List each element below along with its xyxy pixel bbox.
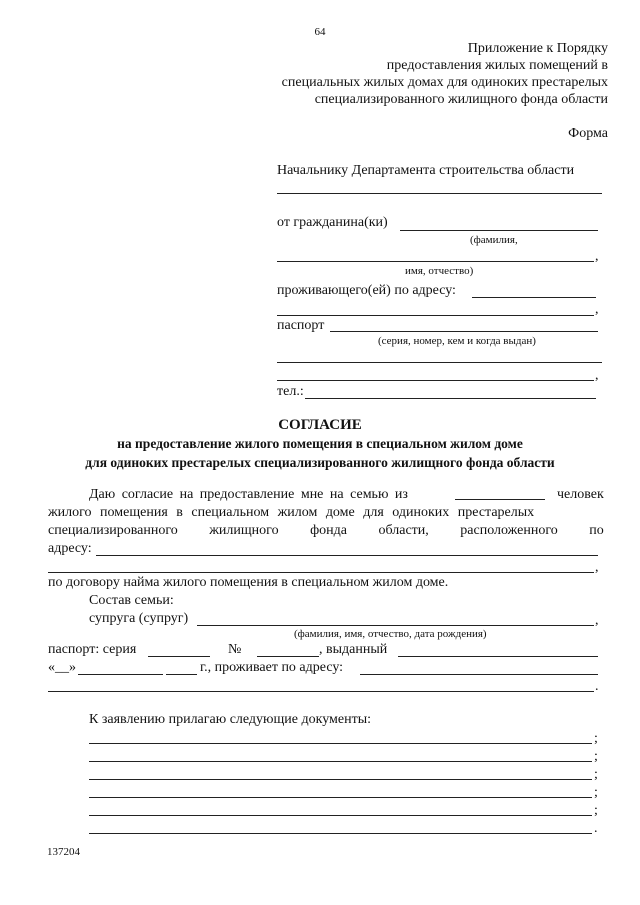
passport-line-2[interactable] [277, 362, 602, 363]
passport-hint: (серия, номер, кем и когда выдан) [378, 335, 536, 347]
address-line-2[interactable] [277, 315, 594, 316]
spouse-passport-number-line[interactable] [257, 656, 319, 657]
fio-hint-1: (фамилия, [470, 234, 518, 246]
p1-line-3: специализированного жилищного фонда области, расположенного по [48, 523, 604, 538]
passport-series-label: паспорт: серия [48, 642, 137, 657]
from-label: от гражданина(ки) [277, 215, 388, 230]
doc-semicolon: ; [594, 767, 598, 782]
applicant-name-line[interactable] [277, 261, 594, 262]
fio-hint-2: имя, отчество) [405, 265, 474, 277]
doc-semicolon: ; [594, 749, 598, 764]
doc-semicolon: ; [594, 803, 598, 818]
p1-start: Даю согласие на предоставление мне на семью из [89, 487, 408, 502]
header-line-2: предоставления жилых помещений в [386, 58, 608, 73]
form-label: Форма [568, 126, 608, 141]
title: СОГЛАСИЕ [278, 417, 362, 433]
spouse-passport-series-line[interactable] [148, 656, 210, 657]
address-label: проживающего(ей) по адресу: [277, 283, 456, 298]
family-count-line[interactable] [455, 499, 545, 500]
page-number: 64 [314, 26, 326, 38]
spouse-address-line-1[interactable] [360, 674, 598, 675]
p1-address-line-2[interactable] [48, 572, 594, 573]
spouse-address-line-2[interactable] [48, 691, 594, 692]
p1-address-line-1[interactable] [96, 555, 598, 556]
doc-line-6[interactable] [89, 833, 592, 834]
applicant-surname-line[interactable] [400, 230, 598, 231]
spouse-hint: (фамилия, имя, отчество, дата рождения) [294, 628, 487, 640]
number-sign: № [228, 642, 242, 657]
spouse-line[interactable] [197, 625, 594, 626]
passport-line-1[interactable] [330, 331, 598, 332]
spouse-label: супруга (супруг) [89, 611, 189, 626]
addressee: Начальнику Департамента строительства области [277, 163, 575, 178]
date-open: «__» [48, 660, 76, 675]
issued-label: , выданный [319, 642, 388, 657]
period: . [595, 679, 599, 694]
header-line-1: Приложение к Порядку [467, 41, 608, 56]
doc-line-3[interactable] [89, 779, 592, 780]
phone-line[interactable] [305, 398, 596, 399]
doc-semicolon: ; [594, 785, 598, 800]
addressee-line[interactable] [277, 193, 602, 194]
doc-line-2[interactable] [89, 761, 592, 762]
p1-end: человек [557, 487, 604, 502]
comma: , [595, 613, 599, 628]
comma: , [595, 302, 599, 317]
passport-line-3[interactable] [277, 380, 594, 381]
family-label: Состав семьи: [89, 593, 174, 608]
doc-line-1[interactable] [89, 743, 592, 744]
comma: , [595, 560, 599, 575]
header-line-3: специальных жилых домах для одиноких престарелых [281, 75, 608, 90]
p1-line-2: жилого помещения в специальном жилом доме для одиноких престарелых [48, 505, 535, 520]
comma: , [595, 368, 599, 383]
spouse-date-year-line[interactable] [166, 674, 197, 675]
doc-semicolon: ; [594, 731, 598, 746]
address-line-1[interactable] [472, 297, 596, 298]
subtitle-1: на предоставление жилого помещения в специальном жилом доме [117, 436, 523, 451]
p1-line-6: по договору найма жилого помещения в специальном жилом доме. [48, 575, 449, 590]
doc-line-5[interactable] [89, 815, 592, 816]
p1-line-4: адресу: [48, 541, 92, 556]
subtitle-2: для одиноких престарелых специализированного жилищного фонда области [85, 455, 555, 470]
footer-code: 137204 [47, 846, 80, 858]
doc-line-4[interactable] [89, 797, 592, 798]
phone-label: тел.: [277, 384, 304, 399]
spouse-date-month-line[interactable] [78, 674, 163, 675]
year-suffix: г., проживает по адресу: [200, 660, 344, 675]
comma: , [595, 249, 599, 264]
passport-label: паспорт [277, 318, 325, 333]
spouse-issued-line[interactable] [398, 656, 598, 657]
doc-period: . [594, 821, 598, 836]
docs-label: К заявлению прилагаю следующие документы: [89, 712, 372, 727]
header-line-4: специализированного жилищного фонда области [314, 92, 608, 107]
